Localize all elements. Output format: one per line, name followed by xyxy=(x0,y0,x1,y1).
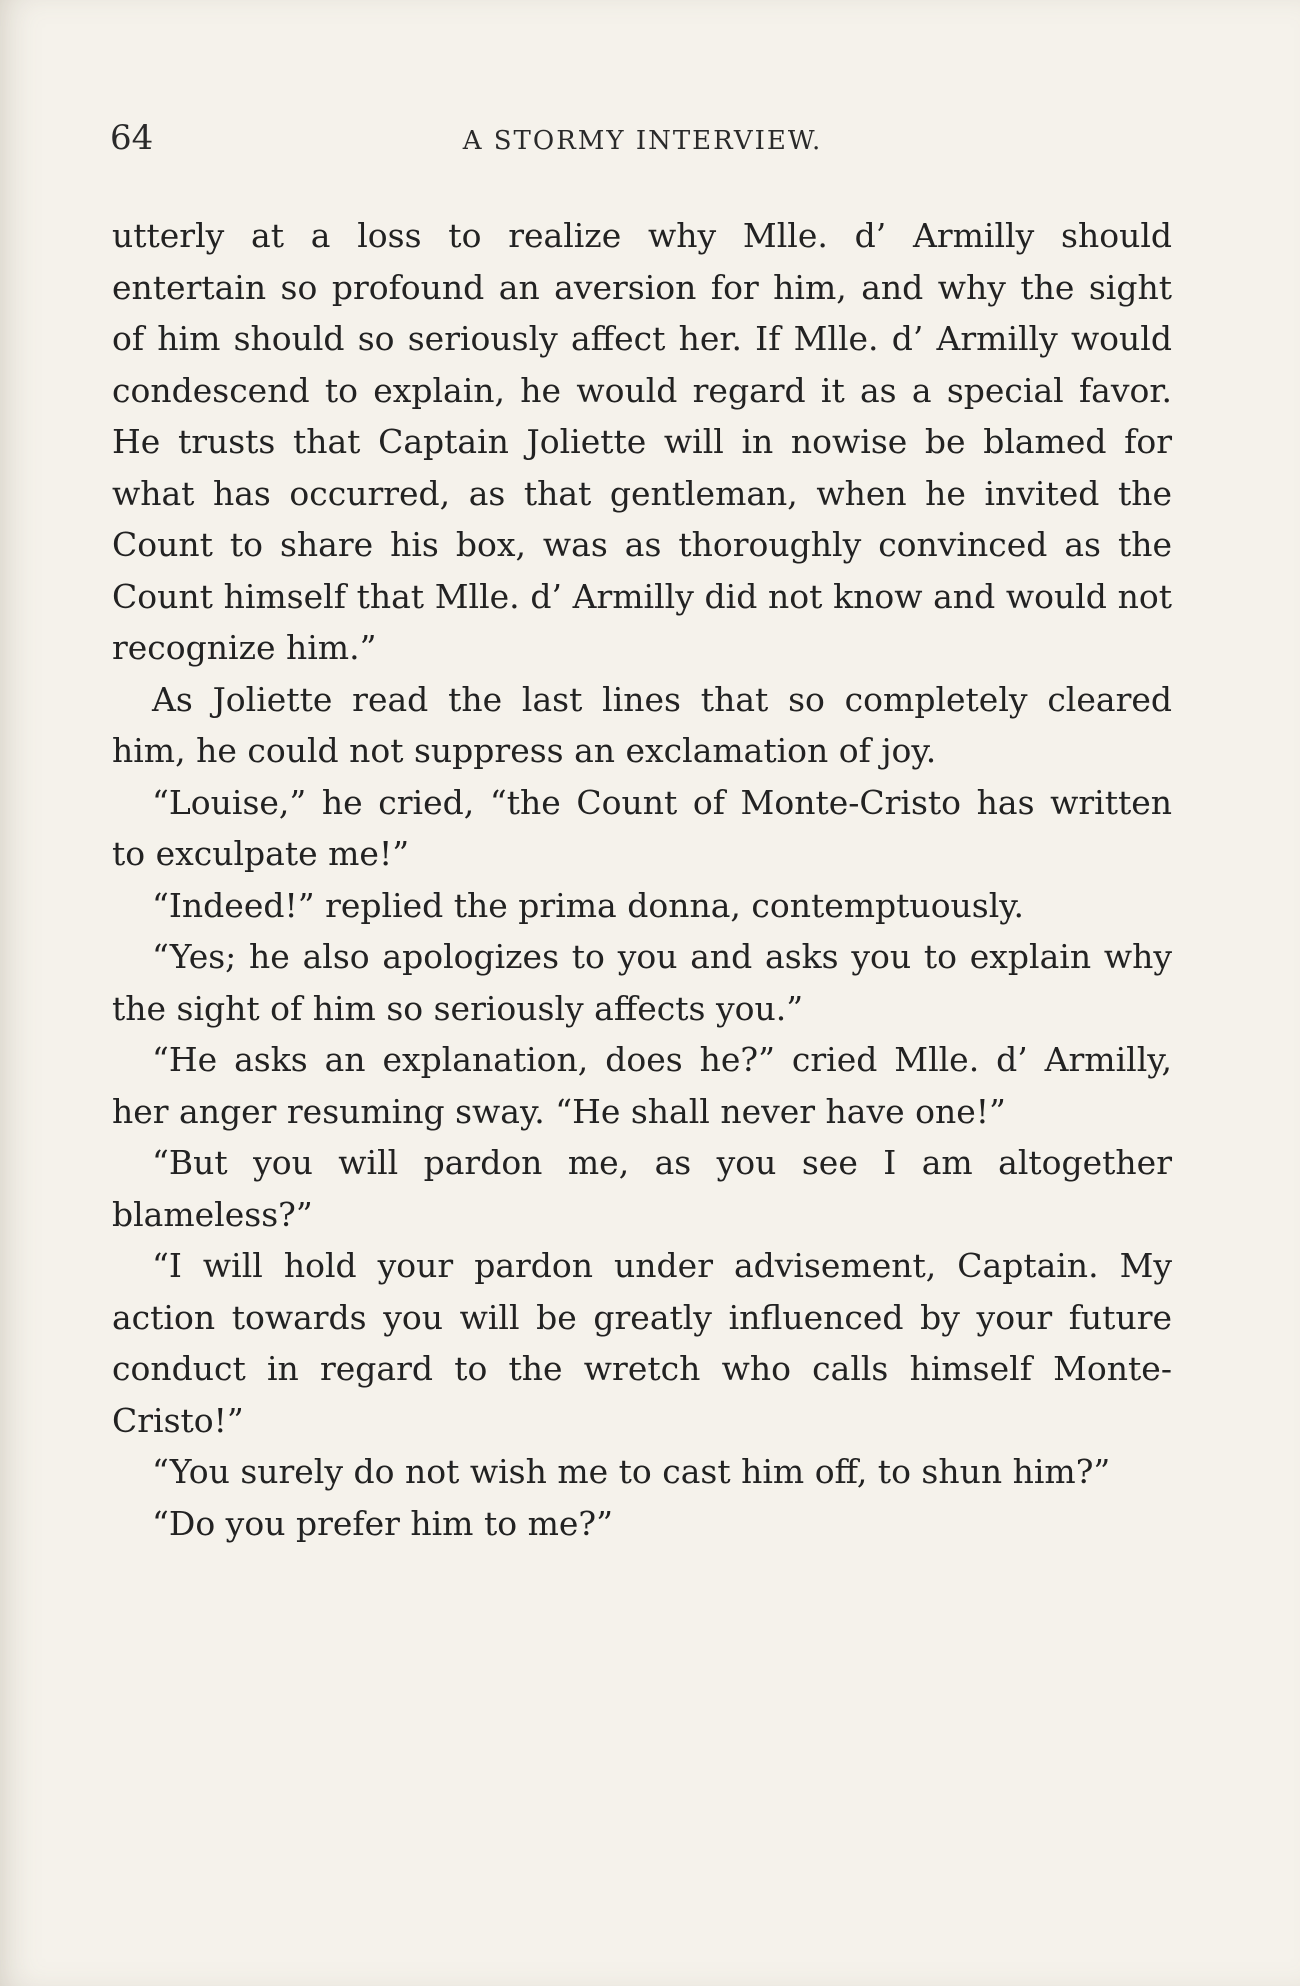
page-header xyxy=(110,118,1175,168)
paragraph: “Louise,” he cried, “the Count of Monte-Cristo has written to exculpate me!” xyxy=(112,782,1172,873)
paragraph: As Joliette read the last lines that so completely cleared him, he could not suppress an exclamation of joy. xyxy=(112,679,1172,770)
paragraph: “He asks an explanation, does he?” cried Mlle. d’ Armilly, her anger resuming sway. “He shall never have one!” xyxy=(112,1040,1172,1131)
body-text xyxy=(112,210,1172,1549)
page-number: 64 xyxy=(110,118,154,158)
paragraph: “You surely do not wish me to cast him off, to shun him?” xyxy=(152,1452,1111,1491)
paragraph: “Do you prefer him to me?” xyxy=(152,1503,613,1543)
running-title: A STORMY INTERVIEW. xyxy=(462,126,823,156)
paragraph: “But you will pardon me, as you see I am altogether blameless?” xyxy=(112,1143,1172,1234)
paragraph: utterly at a loss to realize why Mlle. d’ Armilly should entertain so profound an aversion for him, and why the sight of him should so seriously affect her. If Mlle. d’ Armilly would condescend to explain, he would regard it as a special favor. He trusts that Captain Joliette will in nowise be blamed for what has occurred, as that gentleman, when he invited the Count to share his box, was as thoroughly convinced as the Count himself that Mlle. d’ Armilly did not know and would not recognize him.” xyxy=(112,216,1172,667)
paragraph: “Indeed!” replied the prima donna, contemptuously. xyxy=(152,885,1025,925)
paragraph: “Yes; he also apologizes to you and asks you to explain why the sight of him so seriously affects you.” xyxy=(112,937,1172,1028)
paragraph: “I will hold your pardon under advisement, Captain. My action towards you will be greatly influenced by your future conduct in regard to the wretch who calls himself Monte-Cristo!” xyxy=(112,1246,1172,1440)
